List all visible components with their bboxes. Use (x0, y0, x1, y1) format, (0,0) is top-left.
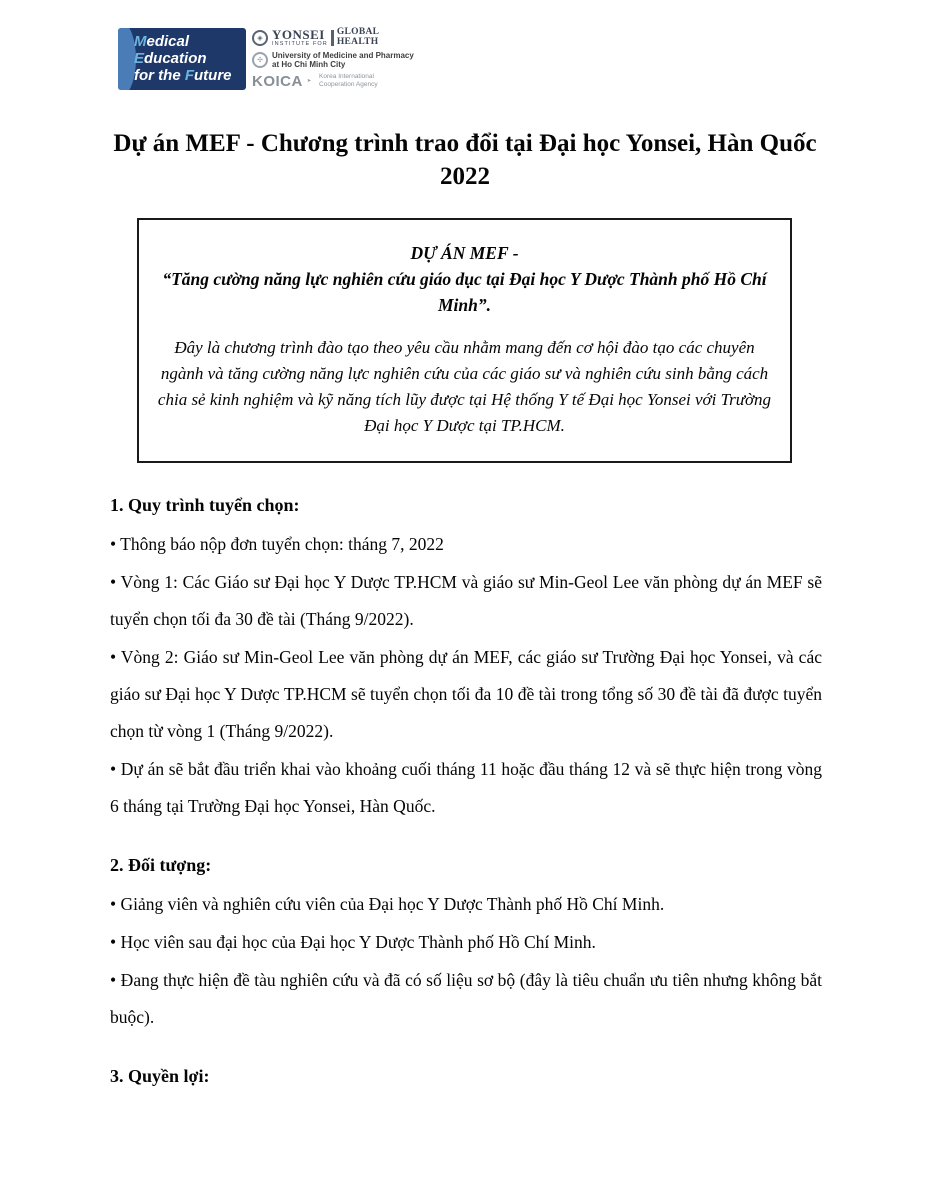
summary-heading-line1: DỰ ÁN MEF - (410, 243, 519, 263)
yonsei-logo (252, 28, 414, 48)
koica-wordmark: KOICA (252, 72, 303, 90)
yonsei-global: GLOBAL (336, 27, 380, 38)
bullet-item: • Thông báo nộp đơn tuyển chọn: tháng 7, 2022 (110, 534, 444, 554)
koica-logo (252, 73, 414, 89)
yonsei-subtitle: INSTITUTE FOR (272, 41, 328, 47)
summary-heading-line2: “Tăng cường năng lực nghiên cứu giáo dục tại Đại học Y Dược Thành phố Hồ Chí Minh”. (162, 269, 767, 315)
koica-swoosh: ➤ (306, 78, 312, 84)
ump-line1: University of Medicine and Pharmacy (272, 50, 414, 60)
koica-line1: Korea International (319, 72, 374, 80)
koica-line2: Cooperation Agency (319, 81, 378, 88)
bullet-item: • Vòng 2: Giáo sư Min-Geol Lee văn phòng dự án MEF, các giáo sư Trường Đại học Yonsei, và các giáo sư Đại học Y Dược TP.HCM sẽ tuyển chọn tối đa 10 đề tài trong tổng số 30 đề tài đã được tuyển chọn từ vòng 1 (Tháng 9/2022). (110, 647, 822, 741)
document-body (110, 492, 822, 1097)
bullet-item: • Học viên sau đại học của Đại học Y Dược Thành phố Hồ Chí Minh. (110, 932, 596, 952)
mef-logo-line-1: Medical (134, 33, 190, 50)
section-heading: 3. Quyền lợi: (110, 1066, 210, 1086)
page-title: Dự án MEF - Chương trình trao đổi tại Đại học Yonsei, Hàn Quốc 2022 (113, 129, 817, 190)
header-logo-strip (118, 28, 414, 90)
yonsei-seal-icon: ◈ (252, 30, 268, 46)
ump-line2: at Ho Chi Minh City (272, 59, 346, 69)
summary-box-paragraph: Đây là chương trình đào tạo theo yêu cầu nhằm mang đến cơ hội đào tạo các chuyên ngành và tăng cường năng lực nghiên cứu của các giáo sư và nghiên cứu sinh bằng cách chia sẻ kinh nghiệm và kỹ năng tích lũy được tại Hệ thống Y tế Đại học Yonsei với Trường Đại học Y Dược tại TP.HCM. (157, 338, 772, 435)
summary-box-heading (155, 240, 774, 318)
yonsei-divider (331, 30, 334, 46)
ump-logo (252, 51, 414, 69)
ump-seal-icon: ✣ (252, 52, 268, 68)
mef-logo-line-3: for the Future (134, 67, 232, 84)
yonsei-name: YONSEI (272, 27, 325, 42)
section-heading: 1. Quy trình tuyển chọn: (110, 495, 300, 515)
bullet-item: • Giảng viên và nghiên cứu viên của Đại học Y Dược Thành phố Hồ Chí Minh. (110, 894, 665, 914)
yonsei-health: HEALTH (336, 36, 379, 47)
mef-logo (118, 28, 246, 90)
mef-logo-line-2: Education (134, 50, 207, 67)
bullet-item: • Dự án sẽ bắt đầu triển khai vào khoảng cuối tháng 11 hoặc đầu tháng 12 và sẽ thực hiện trong vòng 6 tháng tại Trường Đại học Yonsei, Hàn Quốc. (110, 759, 822, 816)
section-heading: 2. Đối tượng: (110, 855, 212, 875)
bullet-item: • Đang thực hiện đề tàu nghiên cứu và đã có số liệu sơ bộ (đây là tiêu chuẩn ưu tiên nhưng không bắt buộc). (110, 970, 822, 1027)
summary-box (137, 218, 792, 463)
partner-logos (252, 28, 414, 89)
bullet-item: • Vòng 1: Các Giáo sư Đại học Y Dược TP.HCM và giáo sư Min-Geol Lee văn phòng dự án MEF sẽ tuyển chọn tối đa 30 đề tài (Tháng 9/2022). (110, 572, 822, 629)
